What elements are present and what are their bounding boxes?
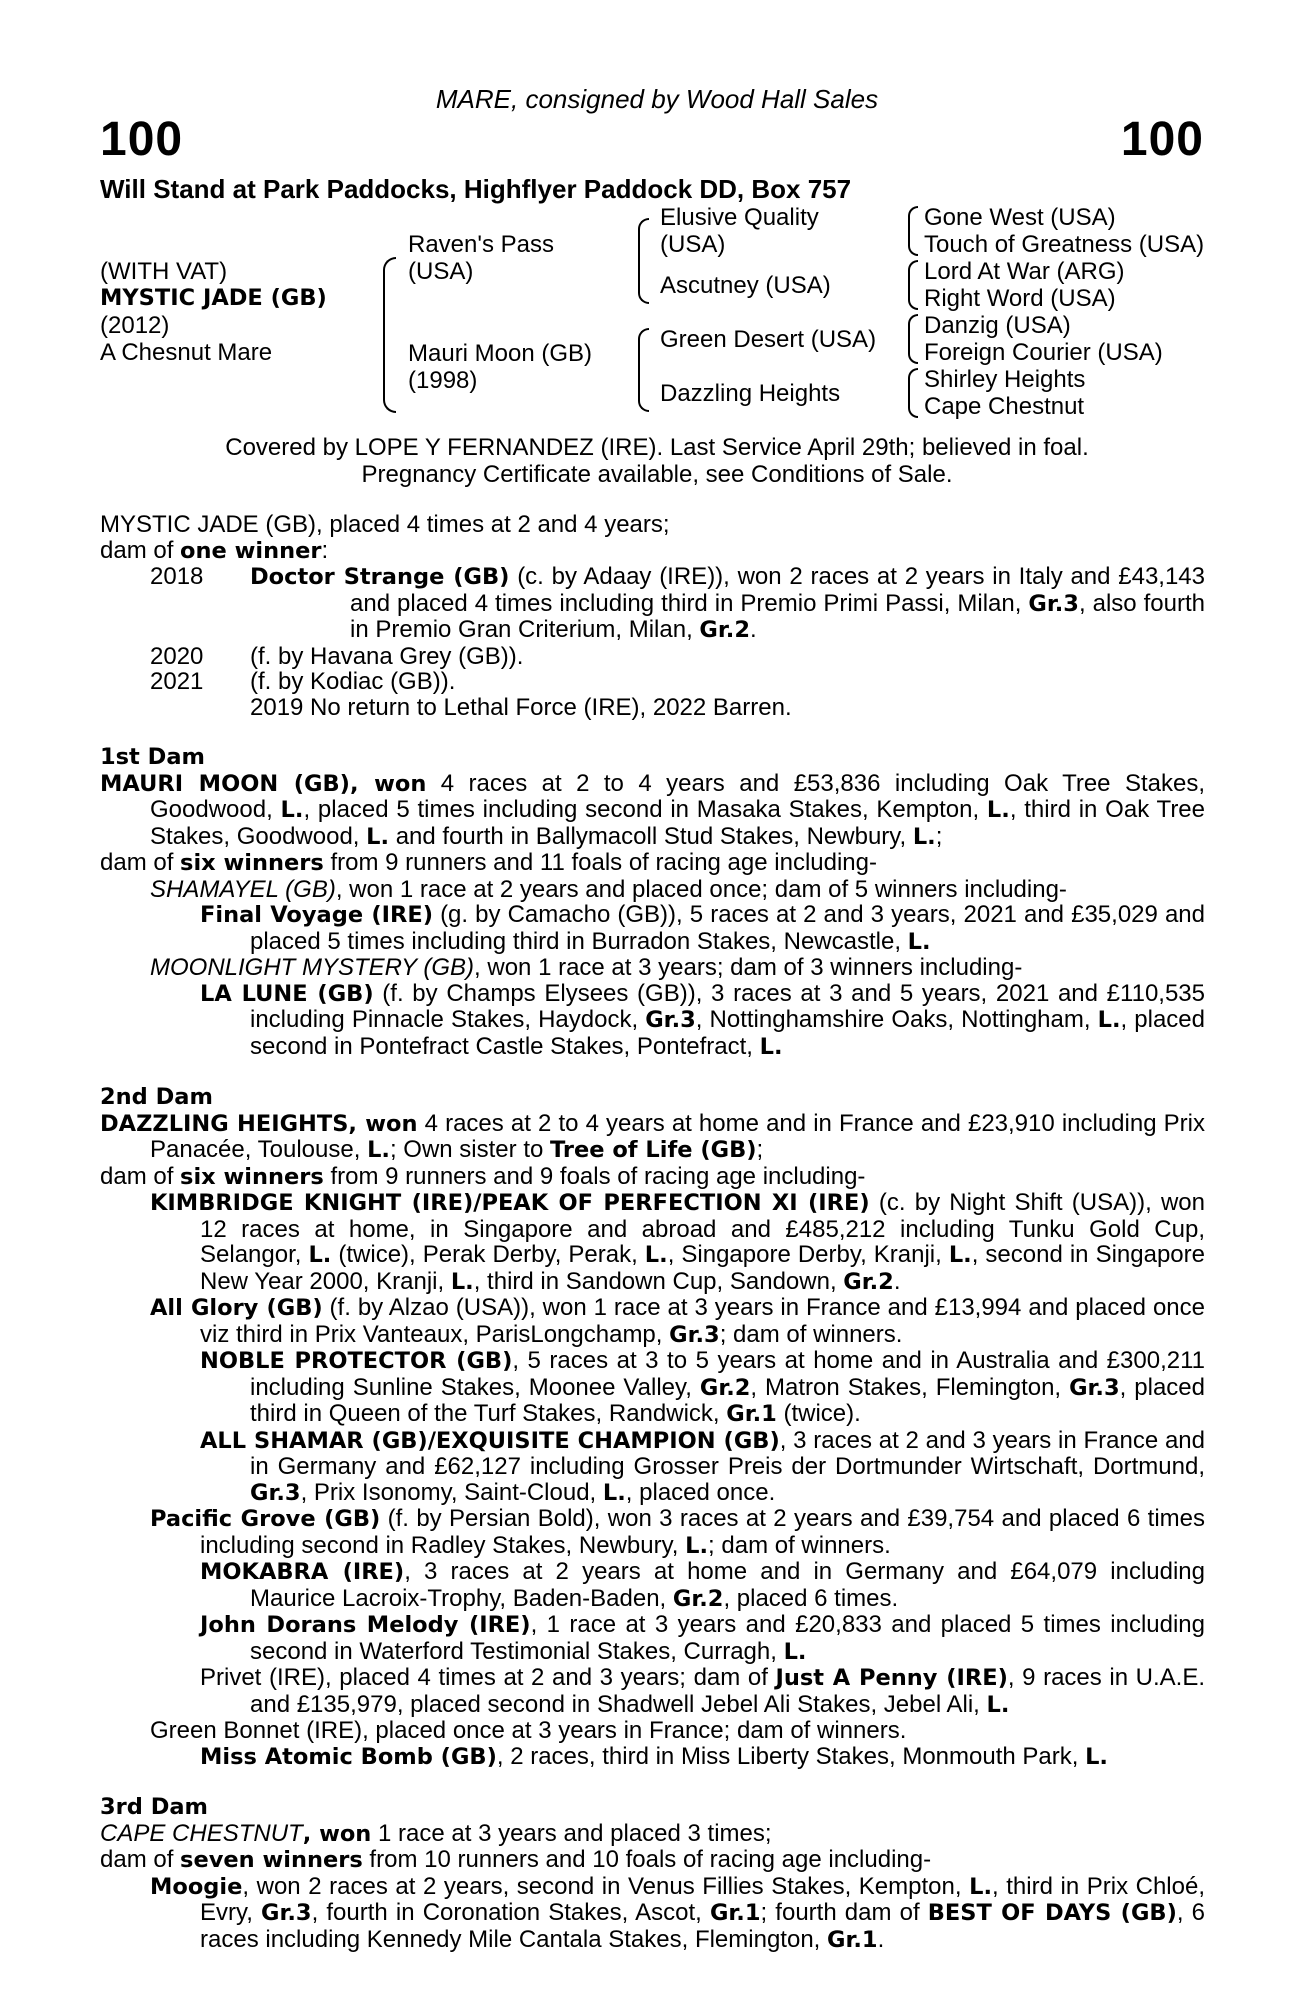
first-dam-dam-of: dam of six winners from 9 runners and 11 foals of racing age including- bbox=[100, 849, 877, 876]
third-dam-heading: 3rd Dam bbox=[100, 1794, 208, 1820]
second-dam-record: DAZZLING HEIGHTS, won 4 races at 2 to 4 years at home and in France and £23,910 including Prix Panacée, Toulouse, L.; Own sister to Tree of Life (GB); bbox=[100, 1109, 1205, 1163]
foal-la-lune: LA LUNE (GB) (f. by Champs Elysees (GB)), 3 races at 3 and 5 years, 2021 and £110,535 including Pinnacle Stakes, Haydock, Gr.3, Nottinghamshire Oaks, Nottingham, L., placed second in Pontefract Castle Stakes, Pontefract, L. bbox=[200, 979, 1205, 1060]
brace-ggp-1 bbox=[908, 206, 918, 256]
ggp-8: Cape Chestnut bbox=[924, 393, 1085, 420]
ggp-3: Lord At War (ARG) bbox=[924, 258, 1125, 285]
horse-description: A Chesnut Mare bbox=[100, 339, 273, 366]
third-dam-dam-of: dam of seven winners from 10 runners and 10 foals of racing age including- bbox=[100, 1846, 932, 1873]
lot-number-right: 100 bbox=[1120, 113, 1204, 166]
horse-name: MYSTIC JADE (GB) bbox=[100, 285, 327, 311]
ggp-4: Right Word (USA) bbox=[924, 285, 1116, 312]
produce-name: Doctor Strange (GB) bbox=[250, 564, 510, 590]
produce-entry: 2020 (f. by Havana Grey (GB)). bbox=[150, 642, 524, 670]
foal-noble-protector: NOBLE PROTECTOR (GB), 5 races at 3 to 5 years at home and in Australia and £300,211 including Sunline Stakes, Moonee Valley, Gr.2, Matron Stakes, Flemington, Gr.3, placed third in Queen of the Turf Stakes, Randwick, Gr.1 (twice). bbox=[200, 1347, 1206, 1427]
first-dam-record: MAURI MOON (GB), won 4 races at 2 to 4 years and £53,836 including Oak Tree Stakes, Goodwood, L., placed 5 times including second in Masaka Stakes, Kempton, L., third in Oak Tree Stakes, Goodwood, L. and fourth in Ballymacoll Stud Stakes, Newbury, L.; bbox=[100, 769, 1206, 850]
stand-location: Will Stand at Park Paddocks, Highflyer Paddock DD, Box 757 bbox=[100, 174, 852, 204]
produce-entry: 2018 Doctor Strange (GB) (c. by Adaay (IRE)), won 2 races at 2 years in Italy and £43,143 and placed 4 times including third in Premio Primi Passi, Milan, Gr.3, also fourth in Premio Gran Criterium, Milan, Gr.2. bbox=[150, 563, 1205, 643]
ggp-list bbox=[924, 204, 1204, 420]
catalogue-body bbox=[100, 512, 1205, 1953]
foal-all-glory: All Glory (GB) (f. by Alzao (USA)), won 1 race at 3 years in France and £13,994 and placed once viz third in Prix Vanteaux, ParisLongchamp, Gr.3; dam of winners. bbox=[150, 1294, 1205, 1348]
brace-sire bbox=[638, 218, 649, 304]
covering-line-1: Covered by LOPE Y FERNANDEZ (IRE). Last Service April 29th; believed in foal. bbox=[225, 434, 1089, 461]
foal-pacific-grove: Pacific Grove (GB) (f. by Persian Bold), won 3 races at 2 years and £39,754 and placed 6 times including second in Radley Stakes, Newbury, L.; dam of winners. bbox=[150, 1505, 1205, 1559]
ggp-6: Foreign Courier (USA) bbox=[924, 339, 1163, 366]
sire-sire-country: (USA) bbox=[660, 231, 726, 258]
foal-kimbridge-knight: KIMBRIDGE KNIGHT (IRE)/PEAK OF PERFECTION XI (IRE) (c. by Night Shift (USA)), won 12 races at home, in Singapore and abroad and £485,212 including Tunku Gold Cup, Selangor, L. (twice), Perak Derby, Perak, L., Singapore Derby, Kranji, L., second in Singapore New Year 2000, Kranji, L., third in Sandown Cup, Sandown, Gr.2. bbox=[150, 1189, 1205, 1295]
vat-note: (WITH VAT) bbox=[100, 258, 228, 285]
dam-dam: Dazzling Heights bbox=[660, 380, 841, 407]
dam-name: Mauri Moon (GB) bbox=[408, 340, 593, 367]
produce-note: 2019 No return to Lethal Force (IRE), 2022 Barren. bbox=[250, 693, 792, 721]
brace-ggp-4 bbox=[908, 368, 918, 418]
foal-shamayel: SHAMAYEL (GB), won 1 race at 2 years and placed once; dam of 5 winners including- bbox=[150, 875, 1067, 903]
produce-entry: 2021 (f. by Kodiac (GB)). bbox=[150, 668, 456, 695]
pedigree-subject bbox=[100, 258, 327, 366]
lot-number-left: 100 bbox=[100, 113, 184, 166]
second-dam-heading: 2nd Dam bbox=[100, 1084, 213, 1110]
brace-subject bbox=[383, 257, 396, 413]
foal-final-voyage: Final Voyage (IRE) (g. by Camacho (GB)), 5 races at 2 and 3 years, 2021 and £35,029 and placed 5 times including third in Burradon Stakes, Newcastle, L. bbox=[200, 901, 1205, 955]
foal-green-bonnet: Green Bonnet (IRE), placed once at 3 years in France; dam of winners. bbox=[150, 1717, 907, 1744]
sire-sire bbox=[660, 204, 819, 258]
dam-year: (1998) bbox=[408, 367, 478, 394]
produce-dam-of: dam of one winner: bbox=[100, 536, 329, 564]
foal-miss-atomic-bomb: Miss Atomic Bomb (GB), 2 races, third in Miss Liberty Stakes, Monmouth Park, L. bbox=[200, 1742, 1108, 1770]
sire-sire-name: Elusive Quality bbox=[660, 204, 819, 231]
ggp-5: Danzig (USA) bbox=[924, 312, 1071, 339]
sire bbox=[408, 231, 554, 285]
covering-note bbox=[0, 434, 1314, 488]
third-dam-record: CAPE CHESTNUT, won 1 race at 3 years and placed 3 times; bbox=[100, 1819, 772, 1847]
produce-intro: MYSTIC JADE (GB), placed 4 times at 2 and 4 years; bbox=[100, 511, 670, 538]
ggp-2: Touch of Greatness (USA) bbox=[924, 231, 1205, 258]
covering-line-2: Pregnancy Certificate available, see Conditions of Sale. bbox=[361, 461, 953, 488]
foal-privet: Privet (IRE), placed 4 times at 2 and 3 years; dam of Just A Penny (IRE), 9 races in U.A.E. and £135,979, placed second in Shadwell Jebel Ali Stakes, Jebel Ali, L. bbox=[200, 1664, 1206, 1718]
brace-ggp-3 bbox=[908, 314, 918, 364]
dam bbox=[408, 340, 592, 394]
foal-john-dorans-melody: John Dorans Melody (IRE), 1 race at 3 years and £20,833 and placed 5 times including second in Waterford Testimonial Stakes, Curragh, L. bbox=[200, 1611, 1205, 1665]
sire-country: (USA) bbox=[408, 258, 474, 285]
birth-year: (2012) bbox=[100, 312, 170, 339]
foal-all-shamar: ALL SHAMAR (GB)/EXQUISITE CHAMPION (GB), 3 races at 2 and 3 years in France and in Germany and £62,127 including Grosser Preis der Dortmunder Wirtschaft, Dortmund, Gr.3, Prix Isonomy, Saint-Cloud, L., placed once. bbox=[200, 1426, 1205, 1506]
dam-sire: Green Desert (USA) bbox=[660, 326, 877, 353]
foal-moonlight-mystery: MOONLIGHT MYSTERY (GB), won 1 race at 3 years; dam of 3 winners including- bbox=[150, 954, 1023, 981]
first-dam-heading: 1st Dam bbox=[100, 744, 205, 770]
second-dam-dam-of: dam of six winners from 9 runners and 9 foals of racing age including- bbox=[100, 1162, 866, 1190]
brace-ggp-2 bbox=[908, 260, 918, 310]
ggp-1: Gone West (USA) bbox=[924, 204, 1116, 231]
brace-dam bbox=[638, 328, 649, 412]
foal-mokabra: MOKABRA (IRE), 3 races at 2 years at home and in Germany and £64,079 including Maurice Lacroix-Trophy, Baden-Baden, Gr.2, placed 6 times. bbox=[200, 1558, 1205, 1612]
ggp-7: Shirley Heights bbox=[924, 366, 1086, 393]
sire-dam: Ascutney (USA) bbox=[660, 272, 831, 299]
sire-name: Raven's Pass bbox=[408, 231, 554, 258]
consignment-line: MARE, consigned by Wood Hall Sales bbox=[435, 84, 879, 114]
foal-moogie: Moogie, won 2 races at 2 years, second in Venus Fillies Stakes, Kempton, L., third in Prix Chloé, Evry, Gr.3, fourth in Coronation Stakes, Ascot, Gr.1; fourth dam of BEST OF DAYS (GB), 6 races including Kennedy Mile Cantala Stakes, Flemington, Gr.1. bbox=[150, 1872, 1206, 1953]
